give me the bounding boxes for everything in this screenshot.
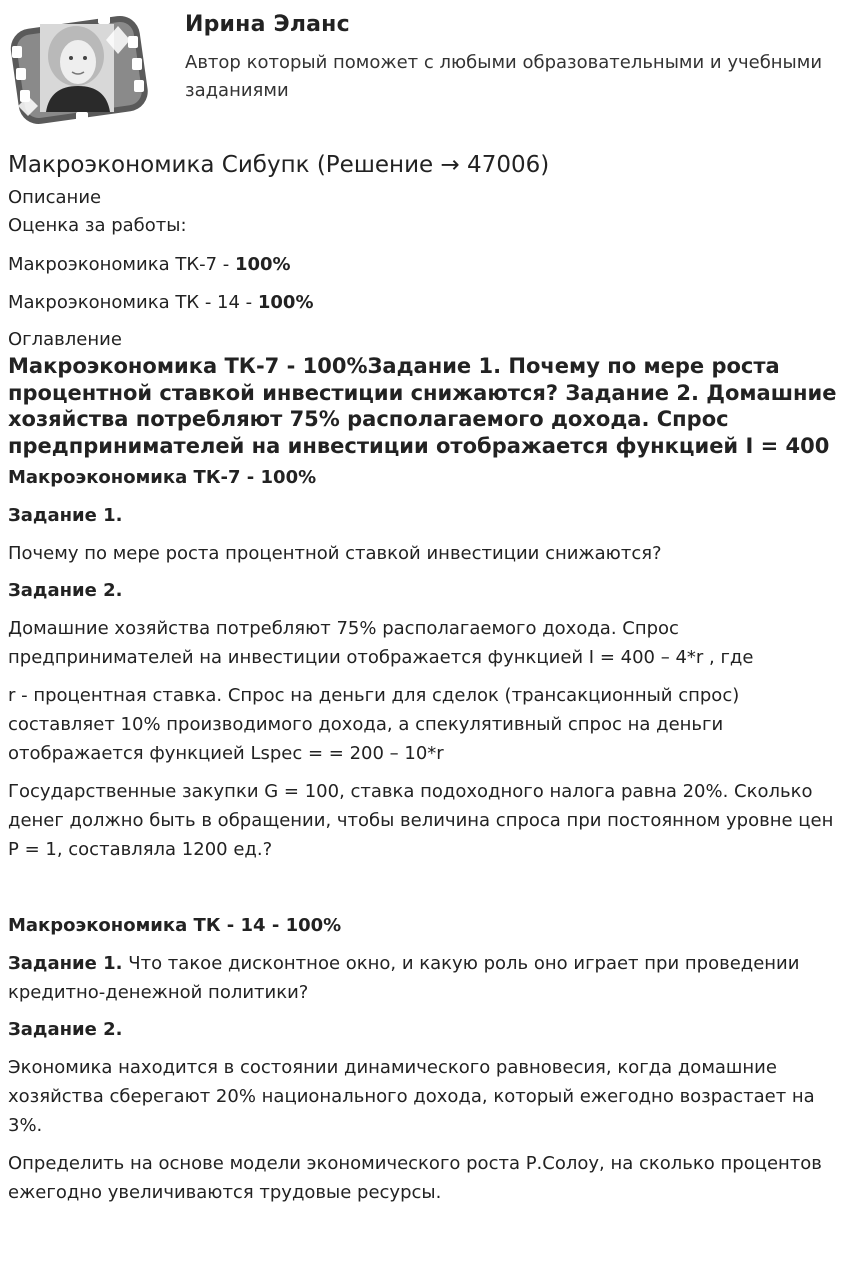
author-description: Автор который поможет с любыми образовательными и учебными заданиями xyxy=(185,52,823,101)
task-label: Задание 1. xyxy=(8,953,123,974)
task-text: Определить на основе модели экономического роста Р.Солоу, на сколько процентов ежегодно увеличиваются трудовые ресурсы. xyxy=(8,1153,822,1203)
toc-heading: Макроэкономика ТК-7 - 100%Задание 1. Почему по мере роста процентной ставкой инвестиции снижаются? Задание 2. Домашние хозяйства потребляют 75% располагаемого дохода. Спрос предпринимателей на инвестиции отображается функцией I = 400 xyxy=(8,354,837,458)
description-label: Описание xyxy=(8,187,102,208)
task-text xyxy=(8,949,838,1007)
grade-name: Макроэкономика ТК-7 - xyxy=(8,254,235,275)
author-avatar[interactable] xyxy=(6,6,152,130)
grade-name: Макроэкономика ТК - 14 - xyxy=(8,292,258,313)
grade-score: 100% xyxy=(257,292,314,313)
task-text: Государственные закупки G = 100, ставка подоходного налога равна 20%. Сколько денег должно быть в обращении, чтобы величина спроса при постоянном уровне цен P = 1, составляла 1200 ед.? xyxy=(8,781,834,860)
task-label: Задание 2. xyxy=(8,580,123,601)
task-label: Задание 1. xyxy=(8,505,123,526)
section-title: Макроэкономика ТК-7 - 100% xyxy=(8,467,317,488)
task-label: Задание 2. xyxy=(8,1019,123,1040)
section-title: Макроэкономика ТК - 14 - 100% xyxy=(8,915,342,936)
toc-label: Оглавление xyxy=(8,329,122,350)
film-frame-avatar-icon xyxy=(6,6,152,130)
task-text: Экономика находится в состоянии динамического равновесия, когда домашние хозяйства сберегают 20% национального дохода, который ежегодно возрастает на 3%. xyxy=(8,1057,815,1136)
main-content xyxy=(8,149,838,1207)
grades-label: Оценка за работы: xyxy=(8,215,187,236)
task-text: r - процентная ставка. Спрос на деньги для сделок (трансакционный спрос) составляет 10% производимого дохода, а спекулятивный спрос на деньги отображается функцией Lspec = = 200 – 10*r xyxy=(8,685,740,764)
grade-item xyxy=(8,288,838,317)
page-title: Макроэкономика Сибупк (Решение → 47006) xyxy=(8,152,550,178)
grade-item xyxy=(8,250,838,279)
author-name[interactable]: Ирина Эланс xyxy=(185,12,350,37)
author-header xyxy=(0,0,847,140)
task-question: Что такое дисконтное окно, и какую роль оно играет при проведении кредитно-денежной политики? xyxy=(8,953,800,1003)
task-text: Домашние хозяйства потребляют 75% располагаемого дохода. Спрос предпринимателей на инвестиции отображается функцией I = 400 – 4*r , где xyxy=(8,618,754,668)
grade-score: 100% xyxy=(234,254,291,275)
task-text: Почему по мере роста процентной ставкой инвестиции снижаются? xyxy=(8,543,662,564)
